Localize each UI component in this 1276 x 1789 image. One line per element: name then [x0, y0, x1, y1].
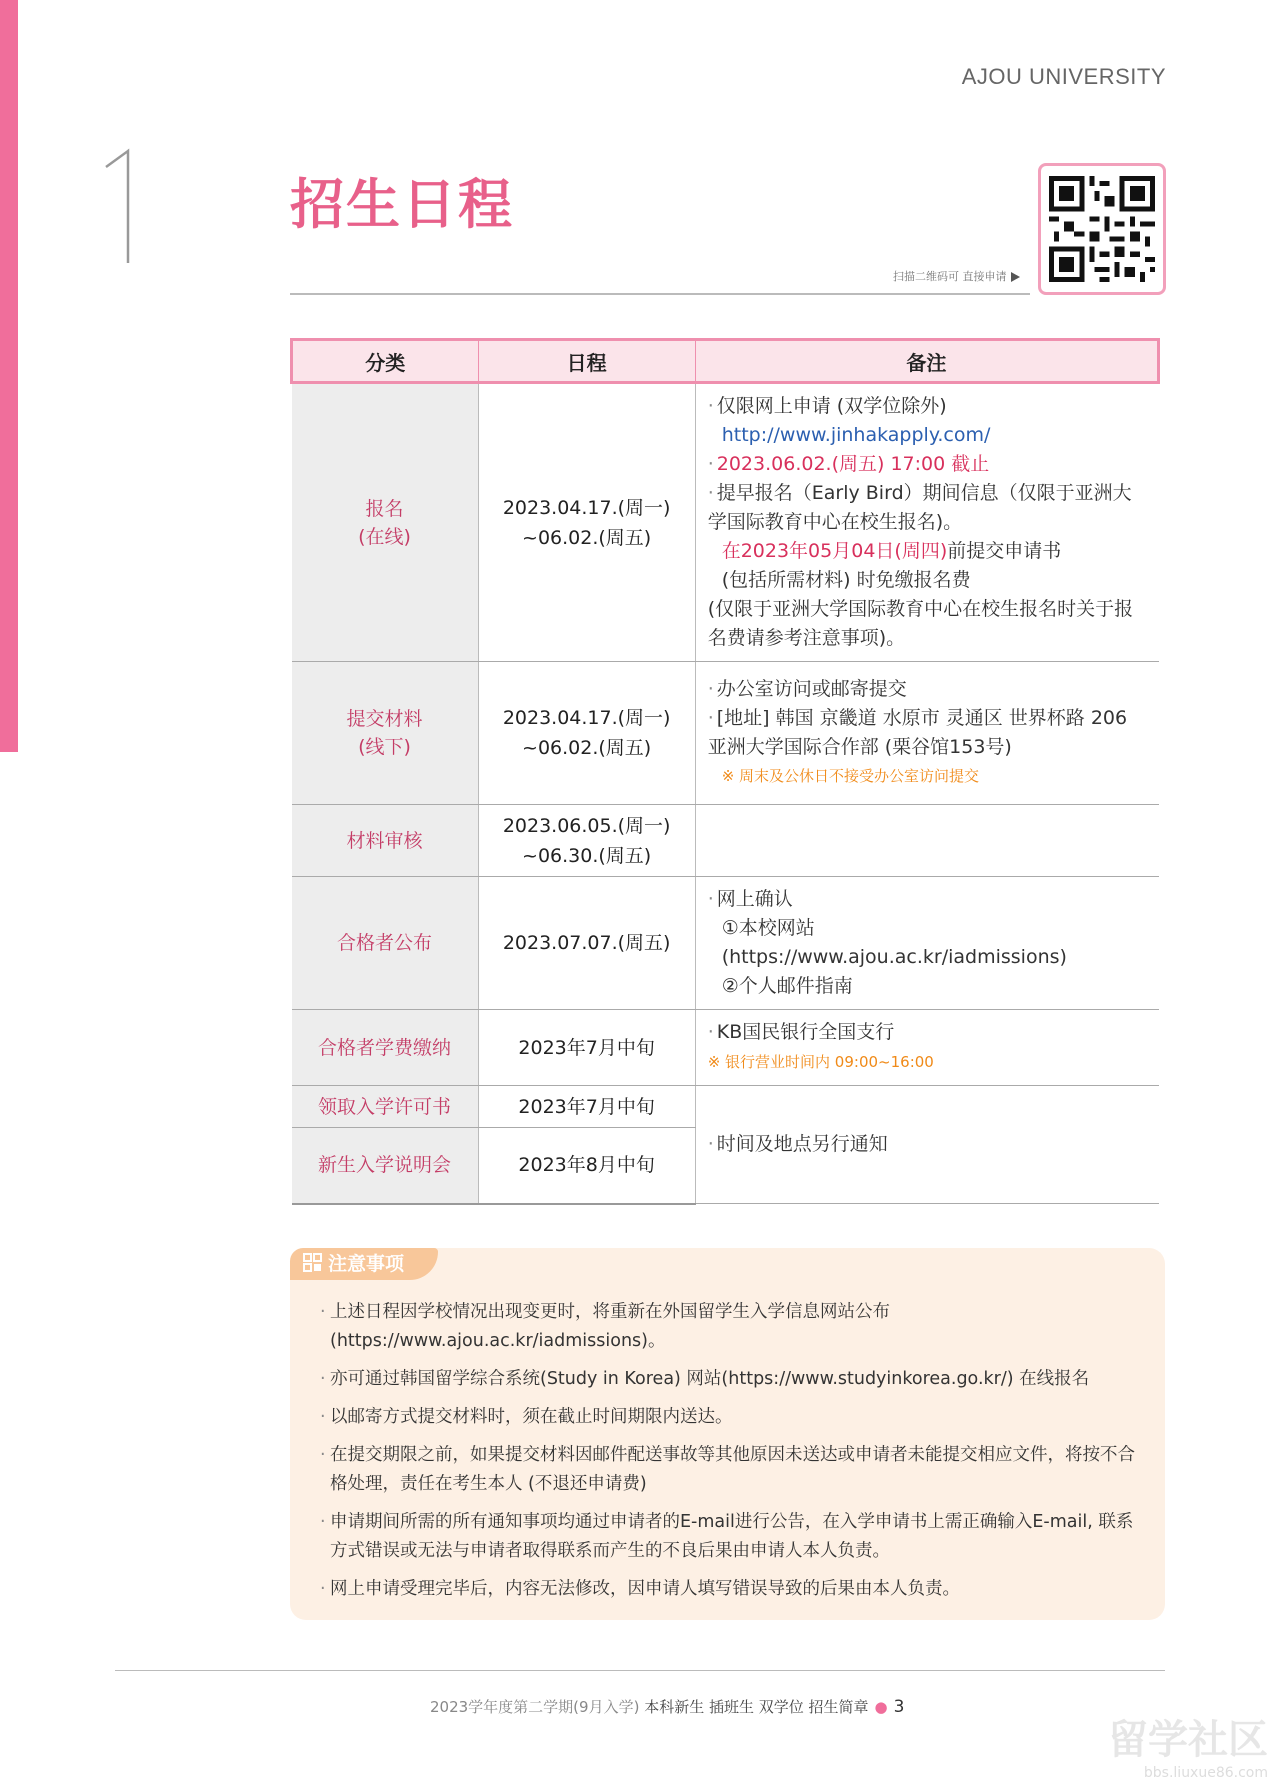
- note-cell: · 办公室访问或邮寄提交 · [地址] 韩国 京畿道 水原市 灵通区 世界杯路 206 亚洲大学国际合作部 (栗谷馆153号) ※ 周末及公休日不接受办公室访问提交: [695, 662, 1158, 805]
- side-accent-bar: [0, 0, 18, 752]
- arrow-right-icon: [1011, 272, 1020, 282]
- page-number: 3: [893, 1697, 905, 1717]
- category-cell: 材料审核: [292, 805, 479, 877]
- category-cell: 合格者公布: [292, 877, 479, 1010]
- brand-header: AJOU UNIVERSITY: [961, 64, 1166, 89]
- notice-tab: 注意事项: [290, 1248, 438, 1280]
- note-cell: · KB国民银行全国支行 ※ 银行营业时间内 09:00~16:00: [695, 1010, 1158, 1086]
- notice-list: [320, 1298, 1150, 1613]
- note-cell: · 仅限网上申请 (双学位除外) http://www.jinhakapply.com/ · 2023.06.02.(周五) 17:00 截止 · 提早报名（Early Bird）期间信息（仅限于亚洲大学国际教育中心在校生报名)。 在2023年05月04日(周四)前提交申请书 (包括所需材料) 时免缴报名费 (仅限于亚洲大学国际教育中心在校生报名时关于报名费请参考注意事项)。: [695, 383, 1158, 662]
- list-item: · 以邮寄方式提交材料时，须在截止时间期限内送达。: [320, 1403, 1150, 1432]
- qr-note: 扫描二维码可 直接申请: [893, 268, 1020, 284]
- date-cell: 2023年7月中旬: [478, 1010, 695, 1086]
- note-cell: [695, 805, 1158, 877]
- watermark: 留学社区 bbs.liuxue86.com: [1108, 1717, 1268, 1781]
- date-cell: 2023.06.05.(周一) ~06.30.(周五): [478, 805, 695, 877]
- footer-divider: [115, 1670, 1165, 1671]
- column-header: 备注: [695, 340, 1158, 383]
- bullet-icon: ●: [874, 1698, 888, 1716]
- date-cell: 2023年8月中旬: [478, 1128, 695, 1204]
- list-item: · 上述日程因学校情况出现变更时，将重新在外国留学生入学信息网站公布 (https://www.ajou.ac.kr/iadmissions)。: [320, 1298, 1150, 1356]
- note-cell: · 网上确认 ①本校网站 (https://www.ajou.ac.kr/iadmissions) ②个人邮件指南: [695, 877, 1158, 1010]
- category-cell: 提交材料 (线下): [292, 662, 479, 805]
- category-cell: 合格者学费缴纳: [292, 1010, 479, 1086]
- table-row: [292, 662, 1159, 805]
- table-row: [292, 805, 1159, 877]
- column-header: 日程: [478, 340, 695, 383]
- note-cell: · 时间及地点另行通知: [695, 1086, 1158, 1204]
- list-item: · 申请期间所需的所有通知事项均通过申请者的E-mail进行公告，在入学申请书上需正确输入E-mail, 联系方式错误或无法与申请者取得联系而产生的不良后果由申请人本人负责。: [320, 1508, 1150, 1566]
- list-item: · 网上申请受理完毕后，内容无法修改，因申请人填写错误导致的后果由本人负责。: [320, 1575, 1150, 1604]
- date-cell: 2023.04.17.(周一) ~06.02.(周五): [478, 662, 695, 805]
- date-cell: 2023年7月中旬: [478, 1086, 695, 1128]
- date-cell: 2023.04.17.(周一) ~06.02.(周五): [478, 383, 695, 662]
- section-number: [98, 145, 140, 265]
- table-row: [292, 383, 1159, 662]
- title-divider: [290, 293, 1030, 295]
- column-header: 分类: [292, 340, 479, 383]
- date-cell: 2023.07.07.(周五): [478, 877, 695, 1010]
- table-row: [292, 1010, 1159, 1086]
- category-cell: 新生入学说明会: [292, 1128, 479, 1204]
- table-row: [292, 1086, 1159, 1128]
- page-title: 招生日程: [290, 173, 514, 236]
- footer: 2023学年度第二学期(9月入学) 本科新生 插班生 双学位 招生简章 ● 3: [430, 1697, 905, 1717]
- list-item: · 亦可通过韩国留学综合系统(Study in Korea) 网站(https://www.studyinkorea.go.kr/) 在线报名: [320, 1365, 1150, 1394]
- qr-code[interactable]: [1038, 163, 1166, 295]
- schedule-table: [290, 338, 1160, 1205]
- list-item: · 在提交期限之前，如果提交材料因邮件配送事故等其他原因未送达或申请者未能提交相应文件，将按不合格处理，责任在考生本人 (不退还申请费): [320, 1441, 1150, 1499]
- jinhak-link[interactable]: http://www.jinhakapply.com/: [721, 424, 991, 446]
- notice-box: [290, 1248, 1165, 1620]
- grid-icon: [302, 1252, 324, 1274]
- qr-code-icon: [1049, 174, 1155, 284]
- category-cell: 领取入学许可书: [292, 1086, 479, 1128]
- table-header-row: [292, 340, 1159, 383]
- category-cell: 报名 (在线): [292, 383, 479, 662]
- table-row: [292, 877, 1159, 1010]
